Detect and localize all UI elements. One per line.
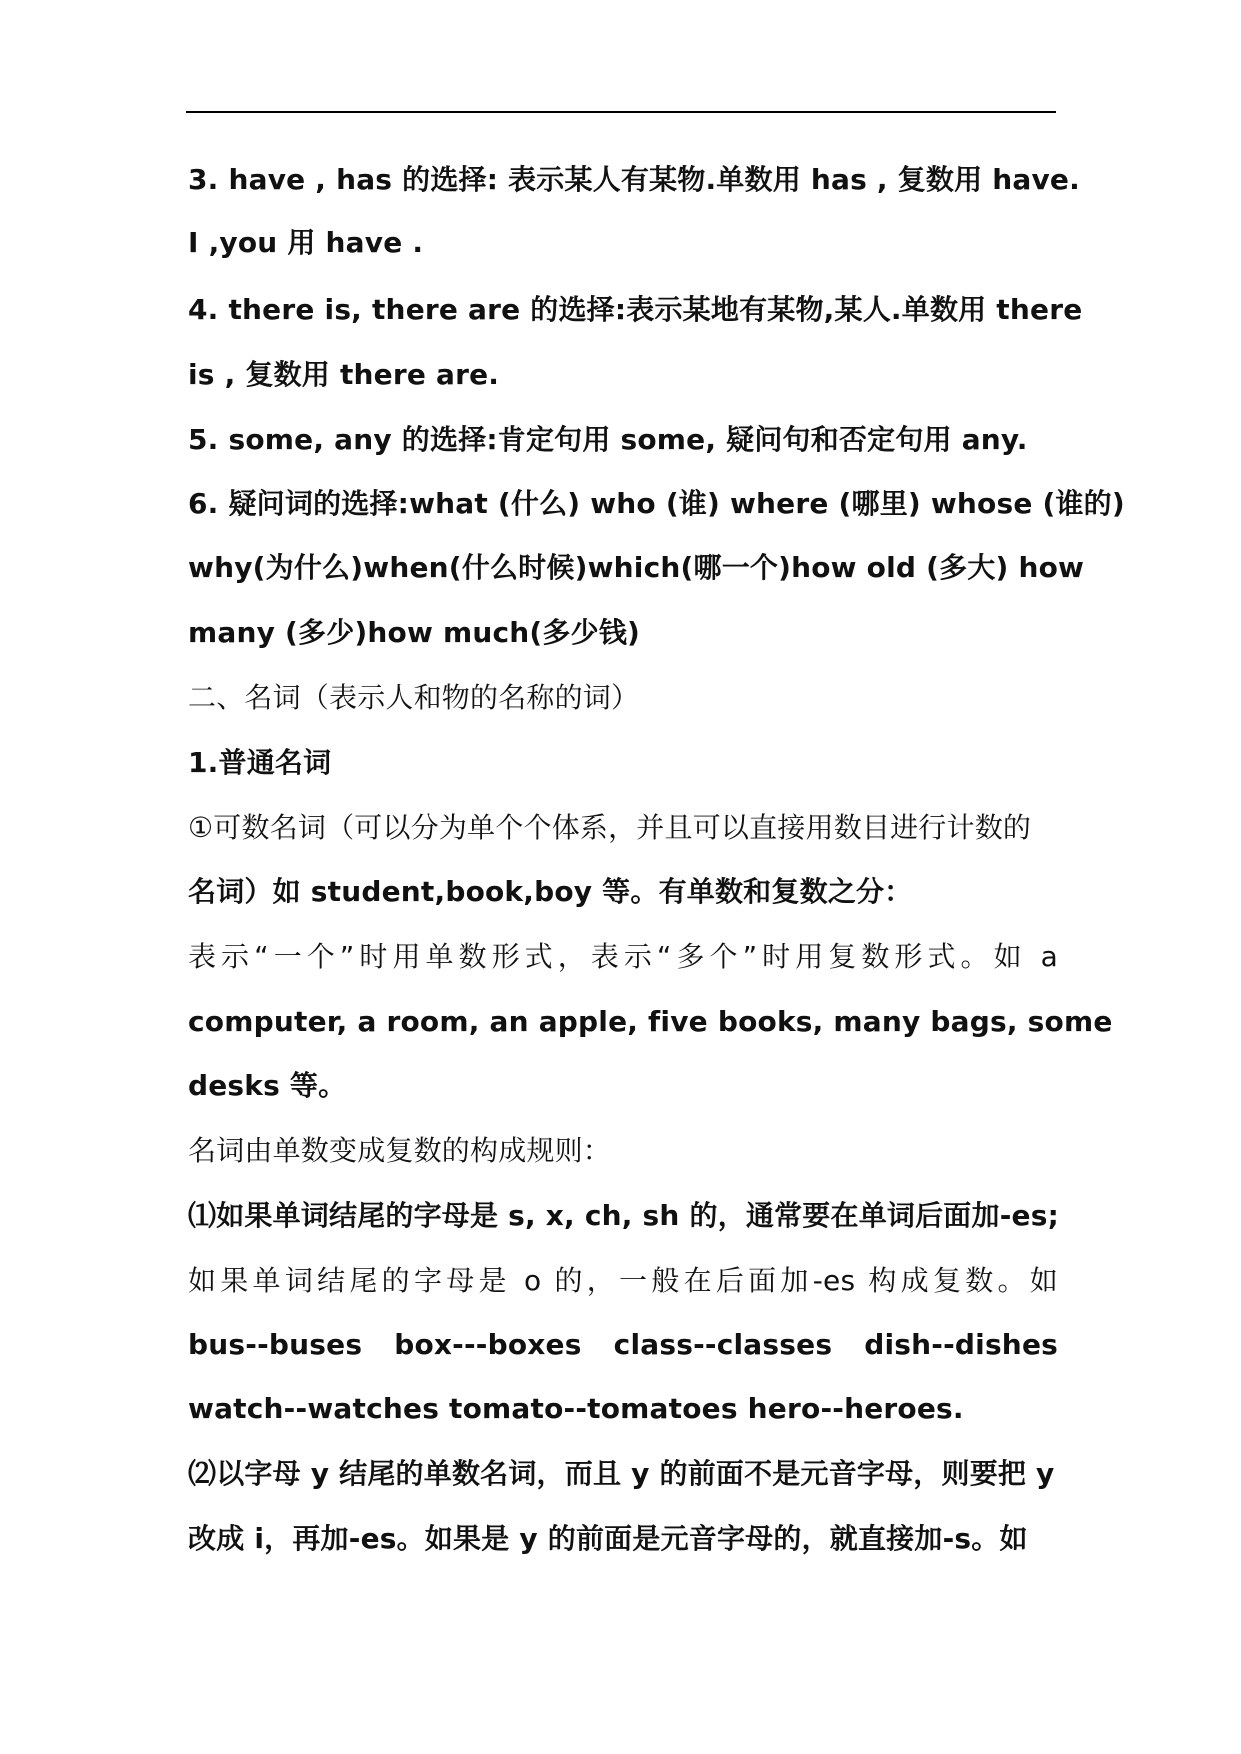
section-heading: 二、名词（表示人和物的名称的词） [188,681,640,714]
text-line: ①可数名词（可以分为单个个体系，并且可以直接用数目进行计数的 [188,811,1032,844]
text-line: bus--buses box---boxes class--classes dish--dishes [188,1328,1058,1361]
text-line: watch--watches tomato--tomatoes hero--heroes. [188,1392,964,1425]
text-line: 5. some, any 的选择:肯定句用 some, 疑问句和否定句用 any. [188,423,1028,456]
text-line: is , 复数用 there are. [188,358,500,391]
text-line: 名词由单数变成复数的构成规则： [188,1134,612,1167]
text-line: why(为什么)when(什么时候)which(哪一个)how old (多大) how [188,551,1085,584]
text-line: 4. there is, there are 的选择:表示某地有某物,某人.单数用 there [188,293,1083,326]
text-line: I ,you 用 have . [188,226,424,259]
text-line: ⑴如果单词结尾的字母是 s, x, ch, sh 的，通常要在单词后面加-es; [188,1199,1059,1232]
subsection-heading: 1.普通名词 [188,746,332,779]
text-line: 表示“一个”时用单数形式，表示“多个”时用复数形式。如 a [188,940,1058,973]
text-line: desks 等。 [188,1069,347,1102]
text-line: many (多少)how much(多少钱) [188,616,641,649]
text-line: 如果单词结尾的字母是 o 的，一般在后面加-es 构成复数。如 [188,1264,1058,1297]
text-line: ⑵以字母 y 结尾的单数名词，而且 y 的前面不是元音字母，则要把 y [188,1457,1055,1490]
text-line: computer, a room, an apple, five books, many bags, some [188,1005,1113,1038]
text-line: 改成 i，再加-es。如果是 y 的前面是元音字母的，就直接加-s。如 [188,1522,1028,1555]
text-line: 3. have , has 的选择: 表示某人有某物.单数用 has , 复数用 have. [188,163,1080,196]
text-line: 6. 疑问词的选择:what (什么) who (谁) where (哪里) whose (谁的) [188,487,1125,520]
text-line: 名词）如 student,book,boy 等。有单数和复数之分： [188,875,913,908]
header-rule [186,111,1056,113]
